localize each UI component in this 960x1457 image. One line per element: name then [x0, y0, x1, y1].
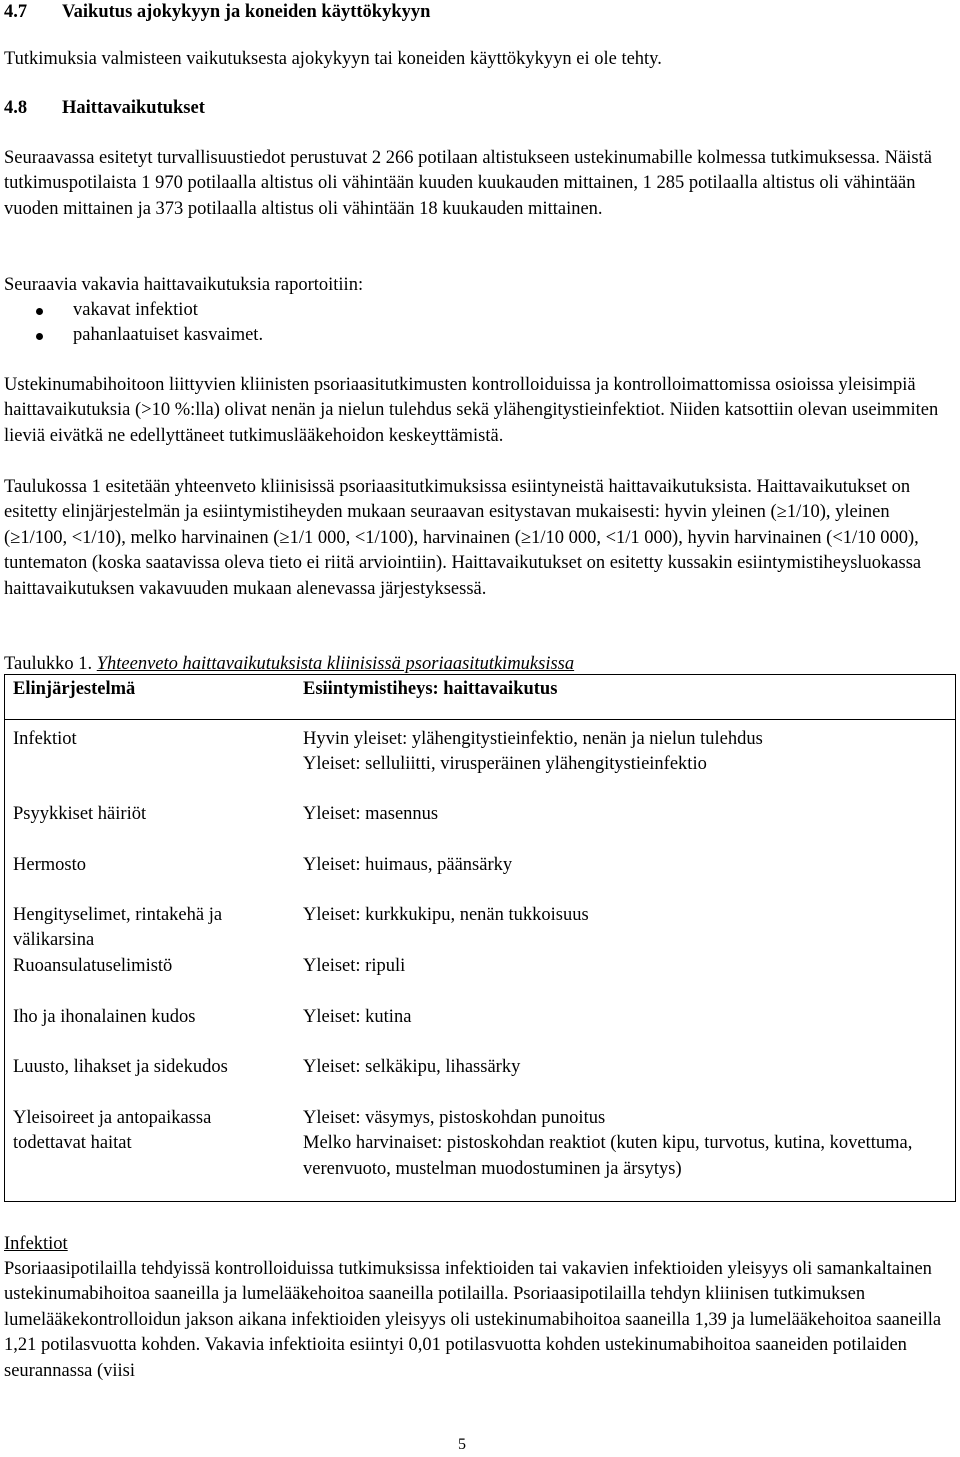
- table-cell-system: Hermosto: [13, 855, 86, 875]
- table-cell-system: Iho ja ihonalainen kudos: [13, 1007, 196, 1027]
- effect-line: Yleiset: selkäkipu, lihassärky: [303, 1057, 521, 1077]
- table-cell-effects: [303, 853, 943, 878]
- table-header-system: Elinjärjestelmä: [13, 679, 136, 699]
- infections-heading: Infektiot: [4, 1234, 68, 1254]
- table-cell-effects: [303, 954, 943, 979]
- paragraph-infections: Psoriaasipotilailla tehdyissä kontrolloiduissa tutkimuksissa infektioiden tai vakavien infektioiden yleisyys oli samankaltainen ustekinumabihoitoa saaneilla ja lumelääkehoitoa saaneilla potilailla. Psoriaasipotilailla tehdyn kliinisen tutkimuksen lumelääkekontrolloidun jakson aikana infektioiden yleisyys oli ustekinumabihoitoa saaneilla 1,39 ja lumelääkehoitoa saaneilla 1,21 potilasvuotta kohden. Vakavia infektioita esiintyi 0,01 potilasvuotta kohden ustekinumabihoitoa saaneiden potilaiden seurannassa (viisi: [4, 1259, 942, 1381]
- paragraph-safety-intro: Seuraavassa esitetyt turvallisuustiedot perustuvat 2 266 potilaan altistukseen ustekinumabille kolmessa tutkimuksessa. Näistä tutkimuspotilaista 1 970 potilaalla altistus oli vähintään kuuden kuukauden mittainen, 1 285 potilaalla altistus oli vähintään vuoden mittainen ja 373 potilaalla altistus oli vähintään 18 kuukauden mittainen.: [4, 148, 932, 219]
- effect-line: Yleiset: masennus: [303, 804, 439, 824]
- effect-line: Yleiset: ripuli: [303, 956, 406, 976]
- paragraph-serious-intro: Seuraavia vakavia haittavaikutuksia raportoitiin:: [4, 275, 364, 295]
- adverse-effects-table: [4, 674, 956, 1202]
- table-caption-label: Taulukko 1.: [4, 654, 93, 674]
- section-number: 4.8: [4, 98, 28, 118]
- paragraph-common-effects: Ustekinumabihoitoon liittyvien kliinisten psoriaasitutkimusten kontrolloiduissa ja kontrolloimattomissa osioissa yleisimpiä haittavaikutuksia (>10 %:lla) olivat nenän ja nielun tulehdus sekä ylähengitystieinfektiot. Niiden katsottiin olevan useimmiten lieviä eivätkä ne edellyttäneet tutkimuslääkehoidon keskeyttämistä.: [4, 375, 939, 446]
- table-cell-effects: [303, 802, 943, 827]
- effect-line: Yleiset: selluliitti, virusperäinen ylähengitystieinfektio: [303, 754, 707, 775]
- section-title: Haittavaikutukset: [62, 98, 205, 118]
- table-header-row: [5, 675, 955, 720]
- page-number: 5: [458, 1436, 466, 1453]
- paragraph-driving: Tutkimuksia valmisteen vaikutuksesta ajokykyyn tai koneiden käyttökykyyn ei ole tehty.: [4, 49, 662, 69]
- table-cell-effects: [303, 903, 943, 928]
- effect-line: Yleiset: huimaus, päänsärky: [303, 855, 513, 875]
- table-caption-title: Yhteenveto haittavaikutuksista kliinisissä psoriaasitutkimuksissa: [96, 654, 575, 674]
- section-heading-4-7: [4, 0, 430, 25]
- table-cell-effects: [303, 1055, 943, 1080]
- table-cell-system: Psyykkiset häiriöt: [13, 804, 147, 824]
- effect-line: Hyvin yleiset: ylähengitystieinfektio, nenän ja nielun tulehdus: [303, 729, 763, 749]
- table-cell-effects: [303, 727, 943, 778]
- list-item: pahanlaatuiset kasvaimet.: [4, 323, 263, 348]
- table-cell-effects: [303, 1106, 943, 1182]
- table-cell-system: Hengityselimet, rintakehä ja välikarsina: [13, 905, 223, 951]
- section-title: Vaikutus ajokykyyn ja koneiden käyttökykyyn: [62, 2, 431, 22]
- list-item: vakavat infektiot: [4, 298, 263, 323]
- section-heading-4-8: [4, 96, 205, 121]
- paragraph-table-intro: Taulukossa 1 esitetään yhteenveto kliinisissä psoriaasitutkimuksissa esiintyneistä haittavaikutuksista. Haittavaikutukset on esitetty elinjärjestelmän ja esiintymistiheyden mukaan seuraavan esitystavan mukaisesti: hyvin yleinen (≥1/10), yleinen (≥1/100, <1/10), melko harvinainen (≥1/1 000, <1/100), harvinainen (≥1/10 000, <1/1 000), hyvin harvinainen (<1/10 000), tuntematon (koska saatavissa oleva tieto ei riitä arviointiin). Haittavaikutukset on esitetty kussakin esiintymistiheysluokassa haittavaikutuksen vakavuuden mukaan alenevassa järjestyksessä.: [4, 477, 922, 599]
- effect-line: Yleiset: väsymys, pistoskohdan punoitus: [303, 1108, 606, 1128]
- table-header-frequency: Esiintymistiheys: haittavaikutus: [303, 679, 558, 699]
- table-cell-system: Luusto, lihakset ja sidekudos: [13, 1057, 228, 1077]
- table-cell-system: Ruoansulatuselimistö: [13, 956, 173, 976]
- effect-line: Melko harvinaiset: pistoskohdan reaktiot (kuten kipu, turvotus, kutina, kovettuma, verenvuoto, mustelman muodostuminen ja ärsytys): [303, 1133, 913, 1179]
- section-number: 4.7: [4, 2, 28, 22]
- table-cell-system: Infektiot: [13, 729, 77, 749]
- table-cell-system: Yleisoireet ja antopaikassa todettavat haitat: [13, 1108, 212, 1154]
- serious-effects-list: [4, 298, 263, 348]
- table-cell-effects: [303, 1005, 943, 1030]
- effect-line: Yleiset: kutina: [303, 1007, 412, 1027]
- effect-line: Yleiset: kurkkukipu, nenän tukkoisuus: [303, 905, 589, 925]
